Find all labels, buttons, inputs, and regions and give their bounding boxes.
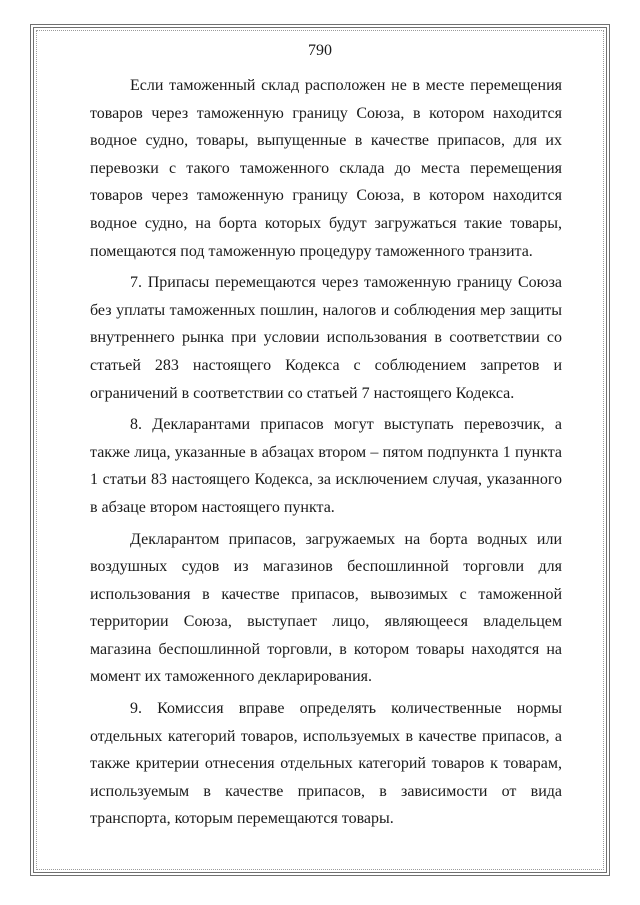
document-body bbox=[90, 72, 562, 837]
page-number: 790 bbox=[308, 42, 332, 59]
paragraph-item-9: 9. Комиссия вправе определять количественные нормы отдельных категорий товаров, используемых в качестве припасов, а также критерии отнесения отдельных категорий товаров к товарам, используемым в качестве припасов, в зависимости от вида транспорта, которым перемещаются товары. bbox=[90, 700, 562, 828]
paragraph-item-7: 7. Припасы перемещаются через таможенную границу Союза без уплаты таможенных пошлин, налогов и соблюдения мер защиты внутреннего рынка при условии использования в соответствии со статьей 283 настоящего Кодекса с соблюдением запретов и ограничений в соответствии со статьей 7 настоящего Кодекса. bbox=[90, 274, 562, 402]
page-frame bbox=[30, 24, 610, 876]
paragraph-duty-free-declarant: Декларантом припасов, загружаемых на борта водных или воздушных судов из магазинов беспошлинной торговли для использования в качестве припасов, вывозимых с таможенной территории Союза, выступает лицо, являющееся владельцем магазина беспошлинной торговли, в котором товары находятся на момент их таможенного декларирования. bbox=[90, 530, 562, 686]
paragraph-transit: Если таможенный склад расположен не в месте перемещения товаров через таможенную границу Союза, в котором находится водное судно, товары, выпущенные в качестве припасов, для их перевозки с такого таможенного склада до места перемещения товаров через таможенную границу Союза, в котором находится водное судно, на борта которых будут загружаться такие товары, помещаются под таможенную процедуру таможенного транзита. bbox=[90, 77, 562, 260]
paragraph-item-8: 8. Декларантами припасов могут выступать перевозчик, а также лица, указанные в абзацах втором – пятом подпункта 1 пункта 1 статьи 83 настоящего Кодекса, за исключением случая, указанного в абзаце втором настоящего пункта. bbox=[90, 416, 562, 516]
